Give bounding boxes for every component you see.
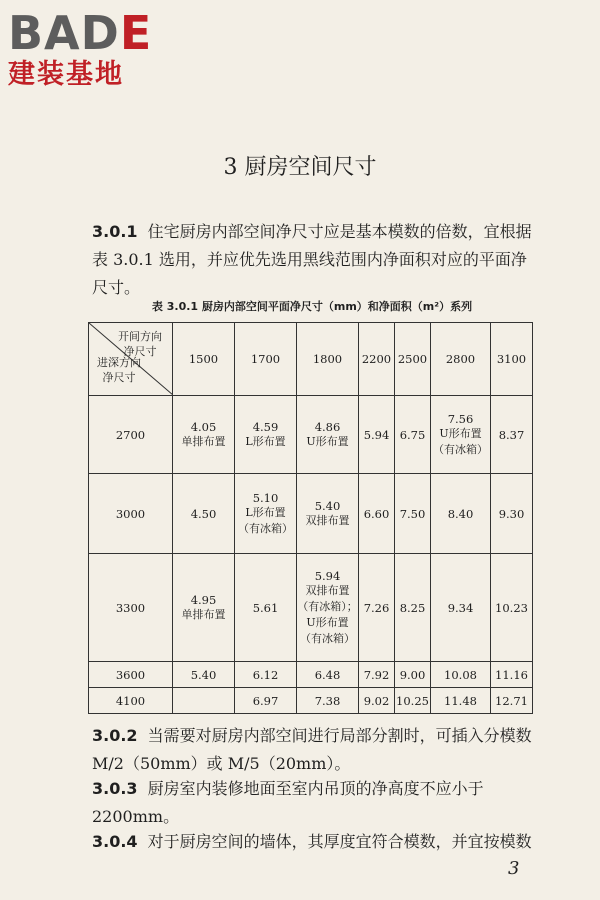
cell-note: L形布置: [245, 434, 286, 448]
table-cell: [359, 688, 395, 714]
column-header: 2800: [431, 323, 491, 396]
table-cell: [359, 474, 395, 554]
table-cell: [359, 396, 395, 474]
cell-note: 单排布置: [181, 607, 226, 621]
row-header: 3600: [89, 662, 173, 688]
table-cell: [491, 662, 533, 688]
cell-value: 6.75: [399, 427, 426, 442]
clause-text: 厨房室内装修地面至室内吊顶的净高度不应小于 2200mm。: [92, 779, 484, 826]
table-row: [89, 662, 533, 688]
logo-e: E: [119, 6, 153, 60]
clause-number: 3.0.2: [92, 726, 138, 745]
table-row: [89, 554, 533, 662]
column-header: 3100: [491, 323, 533, 396]
table-cell: [431, 396, 491, 474]
cell-value: 7.92: [363, 667, 390, 682]
table-cell: [491, 396, 533, 474]
table-cell: [235, 688, 297, 714]
column-header: 1700: [235, 323, 297, 396]
cell-note: 单排布置: [181, 434, 226, 448]
cell-value: 9.02: [363, 693, 390, 708]
cell-value: 4.50: [190, 506, 217, 521]
logo-bad: BAD: [8, 6, 120, 60]
cell-value: 8.40: [447, 506, 474, 521]
table-cell: [235, 662, 297, 688]
cell-value: 4.59: [252, 419, 279, 434]
cell-value: 6.60: [363, 506, 390, 521]
logo-subtitle: 建装基地: [8, 59, 124, 90]
row-header: 4100: [89, 688, 173, 714]
row-header: 3300: [89, 554, 173, 662]
brand-logo: [8, 8, 188, 92]
table-header-row: [89, 323, 533, 396]
table-row: [89, 474, 533, 554]
table-cell: [173, 396, 235, 474]
cell-note: 双排布置（有冰箱）；U形布置（有冰箱）: [297, 583, 358, 645]
cell-value: 6.97: [252, 693, 279, 708]
table-cell: [297, 474, 359, 554]
table-cell: [235, 474, 297, 554]
table-cell: [173, 474, 235, 554]
table-cell: [297, 662, 359, 688]
cell-value: 9.34: [447, 600, 474, 615]
cell-value: 5.10: [252, 490, 279, 505]
table-cell: [395, 396, 431, 474]
cell-value: 5.94: [314, 568, 341, 583]
corner-label-depth: 进深方向净尺寸: [97, 356, 141, 384]
table-cell: [173, 662, 235, 688]
table-cell: [359, 662, 395, 688]
clause-number: 3.0.1: [92, 222, 138, 241]
table-cell: [491, 554, 533, 662]
row-header: 3000: [89, 474, 173, 554]
table-cell: [431, 474, 491, 554]
cell-value: 12.71: [495, 693, 528, 708]
logo-wordmark: [8, 8, 188, 58]
cell-value: 5.40: [190, 667, 217, 682]
cell-value: 8.37: [498, 427, 525, 442]
corner-label-width: 开间方向净尺寸: [118, 330, 162, 358]
cell-value: 7.56: [447, 411, 474, 426]
cell-note: L形布置（有冰箱）: [238, 505, 293, 535]
clause-text: 对于厨房空间的墙体，其厚度宜符合模数，并宜按模数: [147, 832, 532, 851]
table-caption: 表 3.0.1 厨房内部空间平面净尺寸（mm）和净面积（m²）系列: [151, 300, 473, 313]
column-header: 1800: [297, 323, 359, 396]
cell-value: 9.30: [498, 506, 525, 521]
clause-3-0-1: [92, 218, 532, 302]
table-row: [89, 688, 533, 714]
clause-text: 当需要对厨房内部空间进行局部分割时，可插入分模数 M/2（50mm）或 M/5（20mm）。: [92, 726, 532, 773]
table-cell: [431, 662, 491, 688]
cell-value: 8.25: [399, 600, 426, 615]
cell-value: 6.12: [252, 667, 279, 682]
cell-note: 双排布置: [305, 513, 350, 527]
cell-value: 5.61: [252, 600, 279, 615]
row-header: 2700: [89, 396, 173, 474]
clause-3-0-2: [92, 722, 532, 778]
table-cell: [491, 474, 533, 554]
cell-value: 11.48: [444, 693, 477, 708]
clause-number: 3.0.4: [92, 832, 138, 851]
table-cell: [491, 688, 533, 714]
column-header: 1500: [173, 323, 235, 396]
cell-value: 10.25: [396, 693, 429, 708]
table-cell: [173, 554, 235, 662]
column-header: 2500: [395, 323, 431, 396]
clause-text: 住宅厨房内部空间净尺寸应是基本模数的倍数，宜根据表 3.0.1 选用，并应优先选用黑线范围内净面积对应的平面净尺寸。: [92, 222, 532, 297]
table-cell: [395, 688, 431, 714]
cell-value: 4.86: [314, 419, 341, 434]
table-cell: [235, 396, 297, 474]
cell-value: 7.26: [363, 600, 390, 615]
page-number: 3: [508, 858, 520, 879]
table-cell: [173, 688, 235, 714]
cell-note: U形布置: [306, 434, 349, 448]
table-cell: [297, 688, 359, 714]
cell-value: 4.05: [190, 419, 217, 434]
cell-value: 7.50: [399, 506, 426, 521]
chapter-title: 3 厨房空间尺寸: [223, 155, 377, 180]
clause-3-0-4: [92, 828, 532, 856]
table-cell: [431, 688, 491, 714]
clause-number: 3.0.3: [92, 779, 138, 798]
table-cell: [297, 554, 359, 662]
cell-value: 10.23: [495, 600, 528, 615]
cell-note: U形布置（有冰箱）: [433, 426, 488, 456]
clause-3-0-3: [92, 775, 532, 831]
cell-value: 5.40: [314, 498, 341, 513]
cell-value: 5.94: [363, 427, 390, 442]
cell-value: 10.08: [444, 667, 477, 682]
cell-value: 7.38: [314, 693, 341, 708]
table-cell: [235, 554, 297, 662]
cell-value: 11.16: [495, 667, 528, 682]
table-cell: [359, 554, 395, 662]
cell-value: 6.48: [314, 667, 341, 682]
cell-value: 4.95: [190, 592, 217, 607]
table-cell: [297, 396, 359, 474]
kitchen-size-table: [88, 322, 533, 714]
table-cell: [395, 554, 431, 662]
table-row: [89, 396, 533, 474]
table-cell: [431, 554, 491, 662]
table-cell: [395, 662, 431, 688]
column-header: 2200: [359, 323, 395, 396]
cell-value: 9.00: [399, 667, 426, 682]
table-cell: [395, 474, 431, 554]
table-corner-header: [89, 323, 173, 396]
